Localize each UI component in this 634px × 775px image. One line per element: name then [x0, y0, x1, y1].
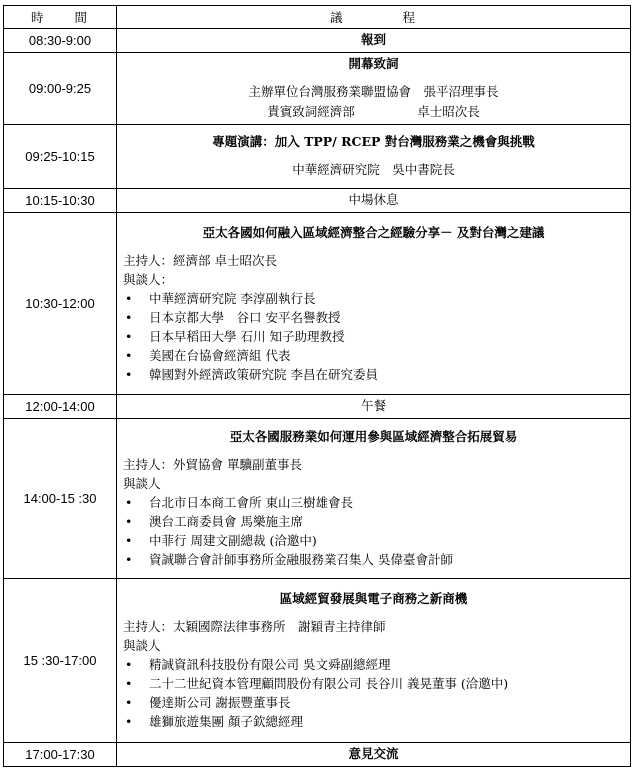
- list-item: • 澳台工商委員會 馬樂施主席: [125, 514, 303, 529]
- program-cell: [117, 395, 631, 419]
- list-item: • 台北市日本商工會所 東山三樹雄會長: [125, 495, 353, 510]
- table-row: [4, 213, 631, 395]
- host-line: 主持人：外貿協會 單驥副董事長: [123, 457, 302, 472]
- list-item: • 二十二世紀資本管理顧問股份有限公司 長谷川 義晃董事 (洽邀中): [125, 676, 509, 691]
- bullet-icon: •: [125, 347, 133, 363]
- bullet-icon: •: [125, 328, 133, 344]
- header-row: [4, 6, 631, 29]
- list-item: • 日本早稻田大學 石川 知子助理教授: [125, 328, 345, 344]
- program-cell: [117, 53, 631, 125]
- agenda-table: [3, 5, 631, 767]
- time-cell: 08:30-9:00: [4, 29, 117, 53]
- bullet-icon: •: [125, 290, 133, 306]
- speaker-line: 主辦單位台灣服務業聯盟協會 張平沼理事長: [248, 84, 499, 99]
- session-title: 開幕致詞: [348, 56, 399, 71]
- bullet-icon: •: [125, 657, 133, 672]
- program-cell: [117, 213, 631, 395]
- bullet-icon: •: [125, 495, 133, 510]
- program-cell: [117, 125, 631, 189]
- program-cell: [117, 29, 631, 53]
- bullet-icon: •: [125, 676, 133, 691]
- list-item: • 日本京都大學 谷口 安平名譽教授: [125, 309, 341, 325]
- table-row: [4, 189, 631, 213]
- header-program: 議 程: [117, 6, 631, 29]
- program-cell: [117, 743, 631, 767]
- time-cell: 14:00-15 :30: [4, 419, 117, 579]
- list-item: • 雄獅旅遊集團 顏子欽總經理: [125, 714, 303, 729]
- session-title: 專題演講：加入 TPP/ RCEP 對台灣服務業之機會與挑戰: [212, 134, 535, 149]
- program-cell: [117, 189, 631, 213]
- list-item: • 資誠聯合會計師事務所金融服務業召集人 吳偉臺會計師: [125, 552, 453, 567]
- session-title: 區域經貿發展與電子商務之新商機: [279, 591, 468, 606]
- bullet-icon: •: [125, 533, 133, 548]
- time-cell: 12:00-14:00: [4, 395, 117, 419]
- speaker-line: 中華經濟研究院 吳中書院長: [292, 162, 455, 177]
- table-row: [4, 53, 631, 125]
- bullet-icon: •: [125, 366, 133, 382]
- list-item: • 精誠資訊科技股份有限公司 吳文舜副總經理: [125, 657, 391, 672]
- panel-label: 與談人：: [123, 271, 174, 287]
- bullet-icon: •: [125, 309, 133, 325]
- session-title: 午餐: [360, 398, 386, 413]
- session-title: 亞太各國如何融入區域經濟整合之經驗分享－ 及對台灣之建議: [202, 224, 545, 240]
- time-cell: 15 :30-17:00: [4, 579, 117, 743]
- panel-label: 與談人: [123, 638, 161, 653]
- session-title: 亞太各國服務業如何運用參與區域經濟整合拓展貿易: [229, 429, 518, 444]
- program-cell: [117, 579, 631, 743]
- bullet-icon: •: [125, 695, 133, 710]
- table-row: [4, 419, 631, 579]
- list-item: • 中華經濟研究院 李淳副執行長: [125, 290, 316, 306]
- table-row: [4, 395, 631, 419]
- session-title: 意見交流: [348, 746, 399, 761]
- bullet-icon: •: [125, 714, 133, 729]
- session-title: 中場休息: [348, 192, 399, 207]
- table-row: [4, 743, 631, 767]
- list-item: • 美國在台協會經濟組 代表: [125, 347, 291, 363]
- bullet-icon: •: [125, 514, 133, 529]
- session-title: 報到: [360, 32, 386, 47]
- list-item: • 中菲行 周建文副總裁 (洽邀中): [125, 533, 317, 548]
- table-row: [4, 29, 631, 53]
- list-item: • 優達斯公司 謝振豐董事長: [125, 695, 291, 710]
- list-item: • 韓國對外經濟政策研究院 李昌在研究委員: [125, 366, 378, 382]
- header-time: 時 間: [4, 6, 117, 29]
- time-cell: 10:15-10:30: [4, 189, 117, 213]
- speaker-line: 貴賓致詞經濟部 卓士昭次長: [267, 104, 480, 119]
- time-cell: 09:25-10:15: [4, 125, 117, 189]
- program-cell: [117, 419, 631, 579]
- time-cell: 09:00-9:25: [4, 53, 117, 125]
- table-row: [4, 579, 631, 743]
- host-line: 主持人：太穎國際法律事務所 謝穎青主持律師: [123, 619, 386, 634]
- panel-label: 與談人: [123, 476, 161, 491]
- time-cell: 17:00-17:30: [4, 743, 117, 767]
- table-row: [4, 125, 631, 189]
- time-cell: 10:30-12:00: [4, 213, 117, 395]
- host-line: 主持人：經濟部 卓士昭次長: [123, 252, 277, 268]
- bullet-icon: •: [125, 552, 133, 567]
